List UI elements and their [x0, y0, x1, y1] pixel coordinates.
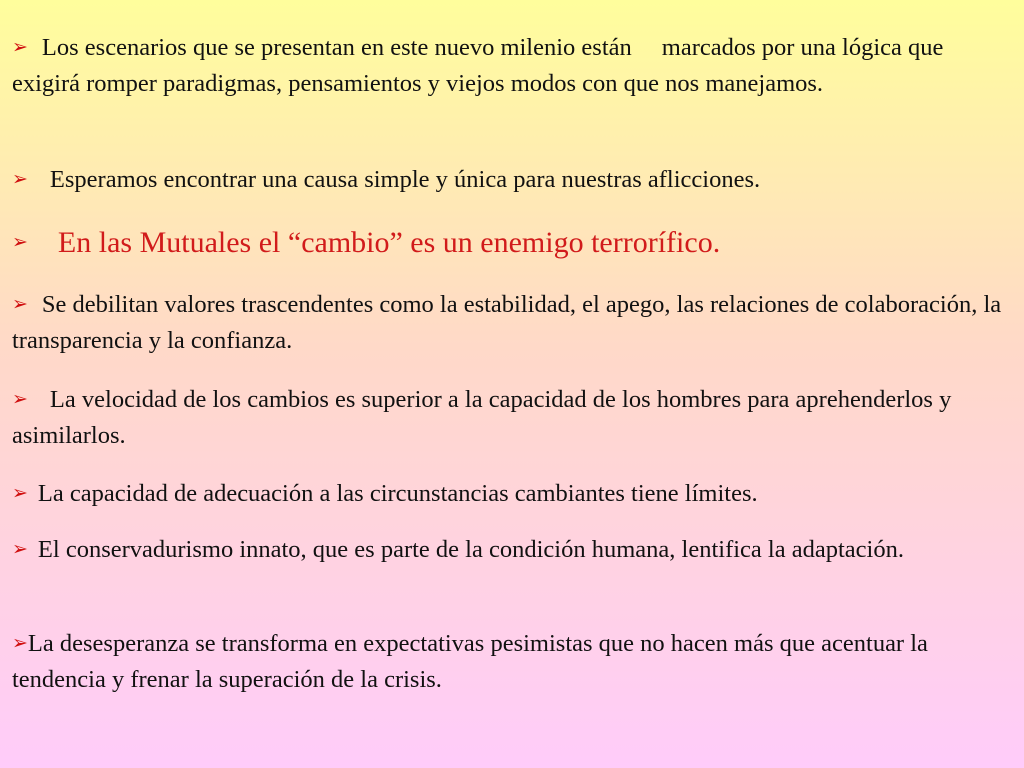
- arrowhead-bullet-icon: ➢: [12, 538, 28, 560]
- arrowhead-bullet-icon: ➢: [12, 36, 28, 58]
- bullet-text-8: La desesperanza se transforma en expectativas pesimistas que no hacen más que acentuar la tendencia y frenar la superación de la crisis.: [12, 630, 928, 693]
- arrowhead-bullet-icon: ➢: [12, 632, 28, 654]
- bullet-text-6: La capacidad de adecuación a las circunstancias cambiantes tiene límites.: [37, 480, 758, 507]
- arrowhead-bullet-icon: ➢: [12, 293, 28, 315]
- arrowhead-bullet-icon: ➢: [12, 231, 28, 253]
- bullet-item-1: [12, 29, 1012, 102]
- bullet-item-3-emphasis: [12, 224, 1012, 261]
- bullet-text-3: En las Mutuales el “cambio” es un enemigo terrorífico.: [57, 226, 721, 259]
- bullet-text-7: El conservadurismo innato, que es parte de la condición humana, lentifica la adaptación.: [37, 536, 904, 563]
- arrowhead-bullet-icon: ➢: [12, 168, 28, 190]
- bullet-item-4: [12, 286, 1012, 359]
- arrowhead-bullet-icon: ➢: [12, 482, 28, 504]
- arrowhead-bullet-icon: ➢: [12, 388, 28, 410]
- bullet-item-5: [12, 381, 1012, 454]
- bullet-item-8: [12, 625, 1012, 698]
- bullet-text-1b: marcados por una lógica que exigirá romper paradigmas, pensamientos y viejos modos con que nos manejamos.: [12, 34, 944, 97]
- bullet-text-4: Se debilitan valores trascendentes como la estabilidad, el apego, las relaciones de colaboración, la transparencia y la confianza.: [12, 291, 1002, 354]
- bullet-text-5: La velocidad de los cambios es superior a la capacidad de los hombres para aprehenderlos y asimilarlos.: [12, 386, 952, 449]
- bullet-item-6: [12, 475, 1012, 512]
- bullet-text-2: Esperamos encontrar una causa simple y única para nuestras aflicciones.: [49, 166, 761, 193]
- bullet-item-7: [12, 531, 1012, 568]
- bullet-text-1a: Los escenarios que se presentan en este nuevo milenio están: [41, 34, 632, 61]
- bullet-item-2: [12, 161, 1012, 198]
